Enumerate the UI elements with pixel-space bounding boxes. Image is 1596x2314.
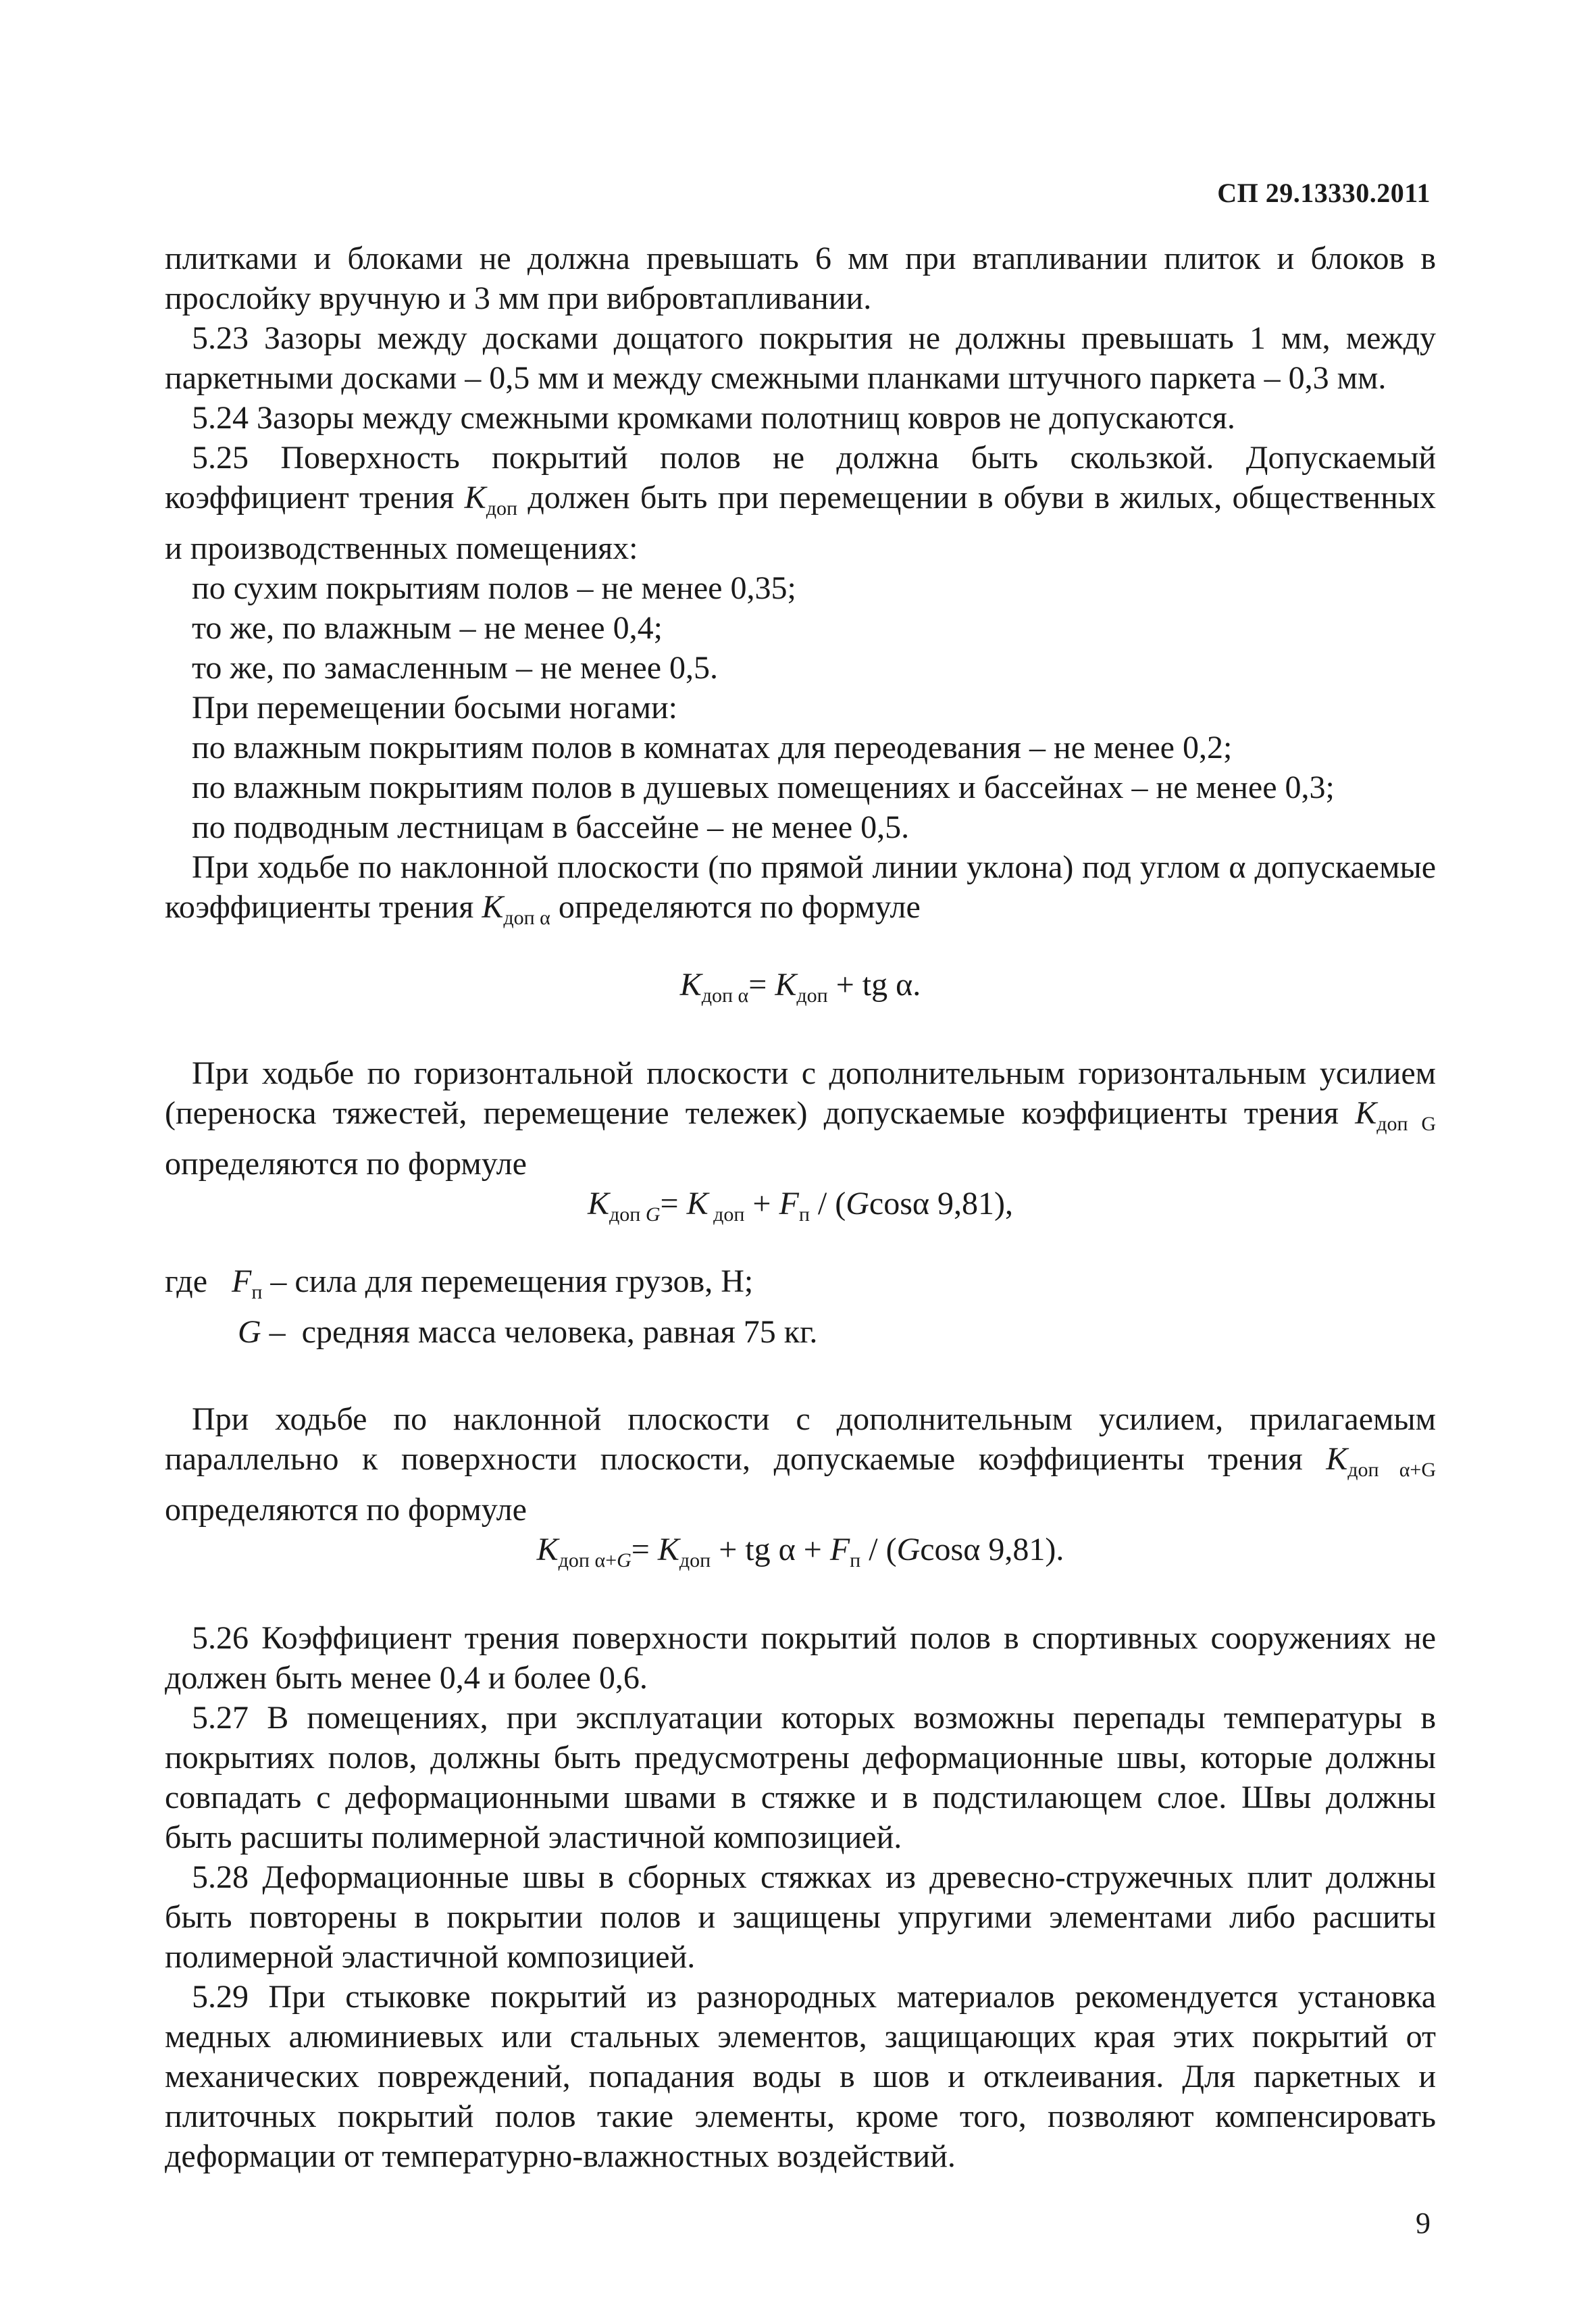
spacer: [165, 938, 1436, 965]
spacer: [165, 1352, 1436, 1399]
barefoot-intro: При перемещении босыми ногами:: [192, 690, 677, 726]
subscript: [559, 1549, 632, 1571]
subscript-text: доп: [609, 1203, 646, 1226]
text-run: определяются по формуле: [550, 889, 921, 925]
subscript-symbol: G: [645, 1203, 661, 1226]
spacer: [165, 1234, 1436, 1261]
text-run: При ходьбе по наклонной плоскости (по прямой линии уклона) под углом α допускаемые коэффициенты трения: [165, 849, 1436, 925]
document-code: СП 29.13330.2011: [1217, 178, 1431, 208]
symbol-k: K: [1355, 1095, 1377, 1131]
text-run: + tg α.: [827, 967, 921, 1003]
symbol-k: K: [679, 967, 702, 1003]
text-run: =: [631, 1532, 658, 1567]
paragraph-incline-force: [165, 1399, 1436, 1530]
subscript: п: [251, 1281, 263, 1303]
subscript: доп: [796, 984, 828, 1007]
subscript: доп α: [503, 907, 550, 929]
subscript: п: [850, 1549, 861, 1571]
subscript: доп α+G: [1347, 1459, 1437, 1481]
symbol-k: K: [587, 1186, 609, 1222]
where-desc: – средняя масса человека, равная 75 кг.: [261, 1314, 818, 1350]
spacer: [165, 1580, 1436, 1618]
text-run: =: [748, 967, 775, 1003]
symbol-f: F: [829, 1532, 850, 1567]
text-run: При ходьбе по наклонной плоскости с дополнительным усилием, прилагаемым параллельно к поверхности плоскости, допускаемые коэффициенты трения: [165, 1401, 1436, 1477]
text-run: / (: [809, 1186, 846, 1222]
paragraph-continuation: плитками и блоками не должна превышать 6 мм при втапливании плиток и блоков в прослойку вручную и 3 мм при вибровтапливании.: [165, 241, 1436, 316]
where-label: где: [165, 1263, 232, 1299]
symbol-f: F: [232, 1263, 252, 1299]
where-desc: – сила для перемещения грузов, Н;: [262, 1263, 754, 1299]
text-run: определяются по формуле: [165, 1146, 527, 1182]
text-run: 5.25 Поверхность покрытий полов не должна быть скользкой. Допускаемый коэффициент трения: [165, 440, 1436, 515]
symbol-f: F: [779, 1186, 799, 1222]
symbol-k: K: [657, 1532, 679, 1567]
formula-1: [165, 965, 1436, 1015]
subscript: доп G: [1376, 1113, 1436, 1135]
list-item: по влажным покрытиям полов в комнатах для переодевания – не менее 0,2;: [192, 730, 1233, 765]
where-line-g: [165, 1312, 1436, 1352]
paragraph-5-23: 5.23 Зазоры между досками дощатого покрытия не должны превышать 1 мм, между паркетными досками – 0,5 мм и между смежными планками штучного паркета – 0,3 мм.: [165, 320, 1436, 396]
subscript: доп: [708, 1203, 745, 1226]
paragraph-incline: [165, 847, 1436, 938]
text-run: должен быть при перемещении в обуви в жилых, общественных и производственных помещениях:: [165, 480, 1437, 566]
text-run: При ходьбе по горизонтальной плоскости с дополнительным горизонтальным усилием (переноска тяжестей, перемещение тележек) допускаемые коэффициенты трения: [165, 1055, 1436, 1131]
list-item: по влажным покрытиям полов в душевых помещениях и бассейнах – не менее 0,3;: [192, 770, 1335, 805]
spacer: [165, 1015, 1436, 1053]
paragraph-5-28: 5.28 Деформационные швы в сборных стяжках из древесно-стружечных плит должны быть повторены в покрытии полов и защищены упругими элементами либо расшиты полимерной эластичной композицией.: [165, 1859, 1436, 1975]
symbol-k: K: [464, 480, 486, 515]
symbol-k: K: [1326, 1441, 1348, 1477]
list-item: то же, по влажным – не менее 0,4;: [192, 610, 663, 646]
text-run: + tg α +: [711, 1532, 830, 1567]
text-run: / (: [860, 1532, 897, 1567]
text-run: определяются по формуле: [165, 1492, 527, 1528]
subscript: доп: [486, 497, 518, 520]
formula-2: [165, 1184, 1436, 1234]
symbol-k: K: [775, 967, 797, 1003]
paragraph-5-26: 5.26 Коэффициент трения поверхности покрытий полов в спортивных сооружениях не должен быть менее 0,4 и более 0,6.: [165, 1620, 1436, 1696]
list-item: по подводным лестницам в бассейне – не менее 0,5.: [192, 809, 910, 845]
symbol-k: K: [482, 889, 504, 925]
paragraph-horizontal: [165, 1053, 1436, 1184]
subscript: доп α: [701, 984, 749, 1007]
paragraph-5-27: 5.27 В помещениях, при эксплуатации которых возможны перепады температуры в покрытиях полов, должны быть предусмотрены деформационные швы, которые должны совпадать с деформационными швами в стяжке и в подстилающем слое. Швы должны быть расшиты полимерной эластичной композицией.: [165, 1700, 1436, 1855]
text-run: cosα 9,81),: [869, 1186, 1014, 1222]
text-run: cosα 9,81).: [920, 1532, 1064, 1567]
paragraph-5-25: [165, 438, 1436, 568]
subscript: доп: [679, 1549, 711, 1571]
where-line-f: [165, 1261, 1436, 1312]
symbol-g: G: [896, 1532, 921, 1567]
subscript-text: доп α+: [558, 1549, 617, 1571]
subscript: [609, 1203, 661, 1226]
text-run: =: [660, 1186, 687, 1222]
symbol-k: K: [536, 1532, 559, 1567]
symbol-k: K: [686, 1186, 709, 1222]
text-run: +: [744, 1186, 779, 1222]
paragraph-5-29: 5.29 При стыковке покрытий из разнородных материалов рекомендуется установка медных алюминиевых или стальных элементов, защищающих края этих покрытий от механических повреждений, попадания воды в шов и отклеивания. Для паркетных и плиточных покрытий полов такие элементы, кроме того, позволяют компенсировать деформации от температурно-влажностных воздействий.: [165, 1979, 1436, 2174]
subscript-symbol: G: [617, 1549, 632, 1571]
list-item: то же, по замасленным – не менее 0,5.: [192, 650, 719, 686]
paragraph-5-24: 5.24 Зазоры между смежными кромками полотнищ ковров не допускаются.: [192, 400, 1235, 436]
formula-3: [165, 1530, 1436, 1580]
page-body: [165, 238, 1436, 2176]
list-item: по сухим покрытиям полов – не менее 0,35;: [192, 570, 796, 606]
symbol-g: G: [846, 1186, 869, 1222]
page-number: 9: [1416, 2207, 1431, 2240]
symbol-g: G: [238, 1314, 261, 1350]
subscript: п: [798, 1203, 810, 1226]
